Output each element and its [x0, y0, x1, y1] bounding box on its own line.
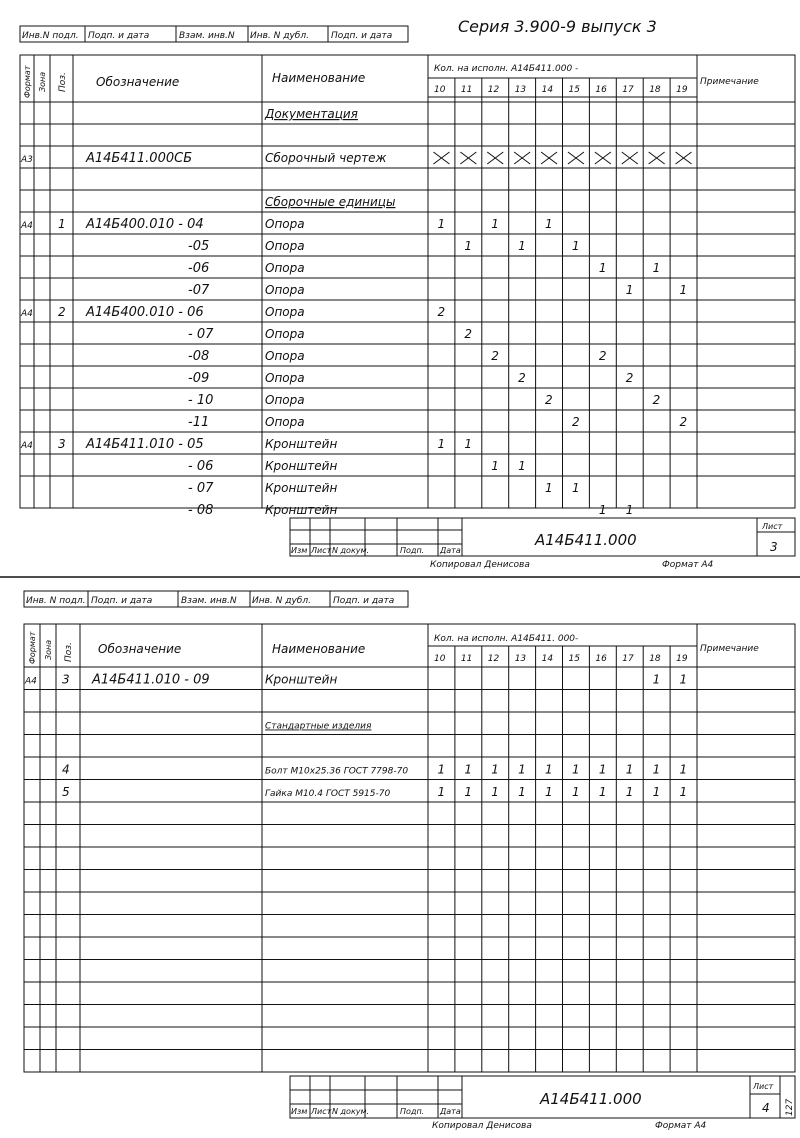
- row-name: Опора: [265, 415, 305, 429]
- table-row: [265, 195, 395, 209]
- row-position: 3: [62, 672, 70, 687]
- qty-cross-mark: [433, 152, 449, 164]
- qty-value: 1: [491, 459, 499, 473]
- row-name: Гайка М10.4 ГОСТ 5915-70: [265, 789, 391, 799]
- row-format: А4: [21, 221, 33, 231]
- row-designation: А14Б411.010 - 05: [86, 437, 204, 452]
- qty-value: 2: [545, 393, 553, 407]
- qty-value: 2: [491, 349, 499, 363]
- qty-value: 1: [679, 762, 688, 777]
- table-row: [188, 503, 633, 518]
- stamp2-vzam: Взам. инв.N: [181, 596, 237, 606]
- qty-value: 2: [625, 371, 634, 385]
- tb1-col-date: Дата: [440, 546, 461, 555]
- header2-format: Формат: [28, 631, 37, 664]
- row-designation: А14Б400.010 - 04: [86, 217, 204, 232]
- qty-value: 2: [598, 349, 607, 363]
- table-row: [188, 371, 633, 386]
- qty-value: 1: [571, 239, 580, 253]
- row-position: 2: [58, 305, 66, 319]
- stamp2-podp-data-2: Подп. и дата: [333, 596, 395, 606]
- row-name: Кронштейн: [265, 503, 338, 517]
- row-name: Болт М10х25.36 ГОСТ 7798-70: [265, 766, 409, 777]
- row-designation: -11: [188, 415, 210, 430]
- header2-zone: Зона: [44, 639, 53, 660]
- stamp2-podp-data: Подп. и дата: [91, 596, 153, 606]
- variant-header: 16: [595, 85, 607, 95]
- qty-value: 2: [652, 393, 661, 407]
- qty-cross-mark: [649, 152, 665, 164]
- tb2-sheet-label: Лист: [753, 1082, 774, 1091]
- qty-cross-mark: [622, 152, 638, 164]
- row-position: 3: [58, 437, 66, 451]
- table-row: [62, 785, 687, 799]
- table-row: [188, 239, 580, 254]
- table-row: [188, 283, 687, 298]
- row-name: Кронштейн: [265, 459, 338, 473]
- table-row: [265, 722, 372, 732]
- row-name: Стандартные изделия: [265, 721, 372, 732]
- tb1-doc-code: А14Б411.000: [535, 531, 637, 549]
- table-row: [188, 327, 472, 342]
- sheet1-stamp: [20, 26, 408, 42]
- variant-header: 15: [568, 85, 580, 95]
- row-designation: - 07: [188, 481, 214, 496]
- table-row: [20, 437, 472, 452]
- tb2-col-list: Лист: [311, 1107, 332, 1116]
- sheet2-copied: Копировал Денисова: [432, 1121, 532, 1131]
- header-qty-group: Кол. на исполн. А14Б411.000 -: [434, 64, 579, 74]
- row-format: А4: [25, 676, 37, 687]
- sheet-2: [24, 591, 795, 1131]
- variant-header: 13: [514, 654, 527, 664]
- variant-header: 14: [541, 85, 554, 95]
- variant-header: 10: [434, 654, 446, 664]
- table-row: [188, 415, 687, 430]
- variant-header: 11: [460, 85, 473, 95]
- sheet1-title-block: [290, 518, 795, 556]
- qty-value: 1: [518, 762, 526, 777]
- table-row: [20, 305, 445, 320]
- row-designation: -07: [188, 283, 210, 298]
- table-row: [20, 217, 553, 232]
- row-format: А4: [21, 441, 33, 451]
- tb1-col-izm: Изм: [291, 546, 308, 555]
- qty-value: 2: [571, 415, 580, 429]
- variant-header: 17: [622, 85, 634, 95]
- row-name: Опора: [265, 239, 305, 253]
- sheet2-title-block: [290, 1076, 795, 1118]
- qty-value: 1: [464, 437, 472, 451]
- row-name: Сборочные единицы: [265, 195, 396, 209]
- qty-value: 1: [571, 481, 580, 495]
- qty-value: 1: [464, 762, 472, 777]
- variant-header: 19: [676, 85, 688, 95]
- row-name: Опора: [265, 283, 305, 297]
- row-name: Опора: [265, 393, 305, 407]
- header2-designation: Обозначение: [98, 642, 182, 656]
- qty-value: 1: [491, 762, 499, 777]
- row-position: 5: [62, 785, 70, 799]
- table-row: [20, 151, 692, 166]
- tb1-sheet-number: 3: [770, 540, 778, 554]
- qty-value: 1: [598, 762, 607, 777]
- stamp-podp-data: Подп. и дата: [88, 31, 150, 41]
- tb2-col-podp: Подп.: [400, 1107, 425, 1116]
- sheet1-table: [20, 55, 795, 518]
- series-header: Серия 3.900-9 выпуск 3: [458, 17, 657, 36]
- header-designation: Обозначение: [96, 75, 180, 89]
- stamp-inv-dubl: Инв. N дубл.: [250, 31, 309, 41]
- qty-value: 1: [598, 261, 607, 275]
- sheet2-format: Формат А4: [655, 1121, 707, 1131]
- table-row: [188, 349, 606, 364]
- row-designation: -06: [188, 261, 210, 276]
- header-pos: Поз.: [58, 72, 68, 92]
- variant-header: 13: [514, 85, 527, 95]
- qty-value: 1: [518, 459, 526, 473]
- row-designation: -09: [188, 371, 210, 386]
- row-name: Опора: [265, 217, 305, 231]
- row-position: 4: [62, 762, 70, 777]
- qty-value: 1: [652, 261, 661, 275]
- variant-header: 12: [487, 85, 500, 95]
- qty-value: 1: [518, 239, 526, 253]
- qty-value: 1: [625, 283, 634, 297]
- variant-header: 17: [622, 654, 634, 664]
- qty-value: 1: [652, 785, 661, 799]
- variant-header: 11: [460, 654, 473, 664]
- header-zone: Зона: [38, 71, 47, 92]
- table-row: [264, 107, 358, 121]
- tb1-col-list: Лист: [311, 546, 332, 555]
- qty-value: 1: [437, 217, 446, 231]
- row-name: Кронштейн: [265, 672, 338, 687]
- qty-cross-mark: [460, 152, 476, 164]
- row-name: Документация: [265, 107, 358, 121]
- qty-value: 1: [464, 785, 472, 799]
- variant-header: 18: [649, 85, 661, 95]
- qty-value: 2: [518, 371, 526, 385]
- qty-value: 1: [464, 239, 472, 253]
- qty-value: 1: [679, 283, 688, 297]
- qty-cross-mark: [541, 152, 557, 164]
- stamp-vzam: Взам. инв.N: [179, 31, 235, 41]
- header2-name: Наименование: [272, 642, 366, 656]
- variant-header: 14: [541, 654, 554, 664]
- qty-value: 1: [545, 481, 553, 495]
- qty-cross-mark: [568, 152, 584, 164]
- stamp2-inv-dubl: Инв. N дубл.: [252, 596, 311, 606]
- table-row: [62, 763, 687, 777]
- variant-header: 12: [487, 654, 500, 664]
- page-number: 127: [785, 1098, 795, 1116]
- row-name: Опора: [265, 305, 305, 319]
- row-name: Кронштейн: [265, 481, 338, 495]
- variant-header: 15: [568, 654, 580, 664]
- qty-value: 1: [679, 672, 688, 687]
- row-designation: А14Б411.000СБ: [86, 151, 193, 166]
- header2-qty-group: Кол. на исполн. А14Б411. 000-: [434, 634, 579, 644]
- qty-cross-mark: [676, 152, 692, 164]
- tb2-col-doc: N докум.: [332, 1107, 370, 1116]
- tb1-col-podp: Подп.: [400, 546, 425, 555]
- qty-cross-mark: [595, 152, 611, 164]
- qty-value: 2: [679, 415, 688, 429]
- qty-value: 1: [571, 762, 580, 777]
- row-designation: А14Б400.010 - 06: [86, 305, 204, 320]
- qty-cross-mark: [514, 152, 530, 164]
- qty-value: 1: [491, 217, 499, 231]
- stamp-podp-data-2: Подп. и дата: [331, 31, 393, 41]
- qty-value: 1: [625, 785, 634, 799]
- sheet2-table: [24, 624, 795, 1072]
- variant-header: 19: [676, 654, 688, 664]
- qty-value: 1: [437, 785, 446, 799]
- qty-value: 1: [652, 762, 661, 777]
- row-position: 1: [58, 217, 66, 231]
- qty-value: 1: [545, 762, 553, 777]
- row-name: Сборочный чертеж: [265, 151, 387, 165]
- header2-pos: Поз.: [64, 642, 74, 662]
- tb2-sheet-number: 4: [762, 1101, 770, 1115]
- qty-value: 1: [625, 503, 634, 517]
- sheet2-stamp: [24, 591, 408, 607]
- qty-value: 1: [491, 785, 499, 799]
- row-designation: - 10: [188, 393, 214, 408]
- qty-value: 1: [571, 785, 580, 799]
- row-designation: - 07: [188, 327, 214, 342]
- row-designation: - 06: [188, 459, 214, 474]
- row-format: А3: [21, 155, 33, 165]
- sheet1-copied: Копировал Денисова: [430, 560, 530, 570]
- qty-value: 1: [545, 217, 553, 231]
- qty-value: 2: [464, 327, 472, 341]
- table-row: [188, 481, 580, 496]
- qty-value: 1: [437, 437, 446, 451]
- qty-value: 1: [652, 672, 661, 687]
- qty-value: 1: [679, 785, 688, 799]
- row-name: Опора: [265, 327, 305, 341]
- sheet1-format: Формат А4: [662, 560, 714, 570]
- qty-value: 1: [625, 762, 634, 777]
- table-row: [188, 459, 526, 474]
- tb2-col-date: Дата: [440, 1107, 461, 1116]
- tb2-doc-code: А14Б411.000: [540, 1090, 642, 1108]
- qty-value: 1: [598, 785, 607, 799]
- row-name: Кронштейн: [265, 437, 338, 451]
- header-note: Примечание: [700, 77, 759, 87]
- qty-cross-mark: [487, 152, 503, 164]
- row-designation: - 08: [188, 503, 214, 518]
- variant-header: 10: [434, 85, 446, 95]
- tb1-col-doc: N докум.: [332, 546, 370, 555]
- row-designation: А14Б411.010 - 09: [92, 672, 210, 688]
- table-row: [24, 673, 687, 688]
- tb2-col-izm: Изм: [291, 1107, 308, 1116]
- row-name: Опора: [265, 349, 305, 363]
- qty-value: 1: [545, 785, 553, 799]
- qty-value: 1: [518, 785, 526, 799]
- header-format: Формат: [23, 65, 32, 98]
- qty-value: 2: [437, 305, 446, 319]
- stamp-inv-podl: Инв.N подл.: [22, 31, 79, 41]
- variant-header: 18: [649, 654, 661, 664]
- header2-note: Примечание: [700, 644, 759, 654]
- row-format: А4: [21, 309, 33, 319]
- tb1-sheet-label: Лист: [762, 522, 783, 531]
- sheet-1: [20, 26, 795, 570]
- row-designation: -05: [188, 239, 210, 254]
- row-name: Опора: [265, 261, 305, 275]
- row-designation: -08: [188, 349, 210, 364]
- row-name: Опора: [265, 371, 305, 385]
- header-name: Наименование: [272, 71, 366, 85]
- qty-value: 1: [437, 762, 446, 777]
- qty-value: 1: [598, 503, 607, 517]
- stamp2-inv-podl: Инв. N подл.: [26, 596, 86, 606]
- variant-header: 16: [595, 654, 607, 664]
